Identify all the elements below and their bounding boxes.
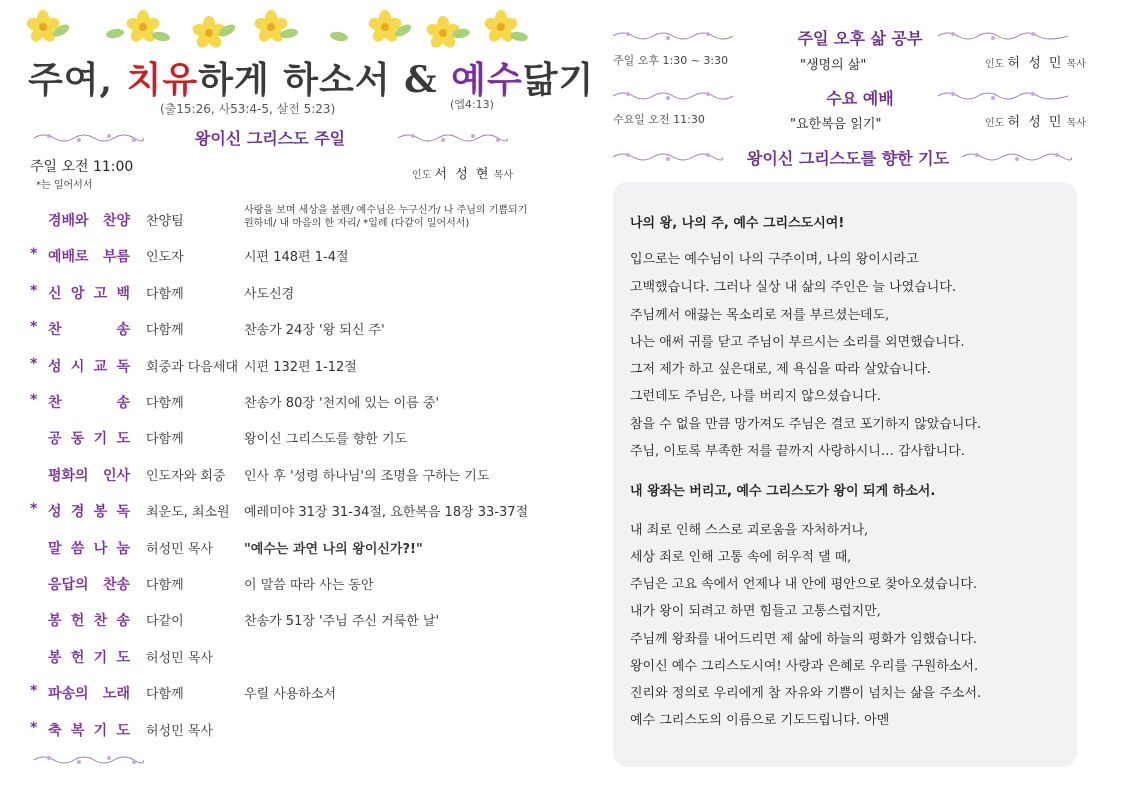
title-references: (출15:26, 사53:4-5, 살전 5:23) xyxy=(160,102,336,116)
order-who: 허성민 목사 xyxy=(146,541,213,557)
vine-divider xyxy=(613,30,733,42)
order-label: 예배로 부름 xyxy=(48,249,130,266)
order-label: 말 씀 나 눔 xyxy=(48,540,130,557)
prayer-line: 주님께 왕좌를 내어드리면 제 삶에 하늘의 평화가 임했습니다. xyxy=(630,632,978,647)
prayer-line: 주님은 고요 속에서 언제나 내 안에 평안으로 찾아오셨습니다. xyxy=(630,577,978,592)
order-row xyxy=(30,428,530,448)
order-label: 신 앙 고 백 xyxy=(48,285,130,302)
order-label: 평화의 인사 xyxy=(48,467,130,484)
order-who: 회중과 다음세대 xyxy=(146,359,239,375)
order-row xyxy=(30,647,530,667)
vine-divider xyxy=(398,132,508,144)
order-description: 시편 148편 1-4절 xyxy=(244,250,349,266)
prayer-line: 진리와 정의로 우리에게 참 자유와 기쁨이 넘치는 삶을 주소서. xyxy=(630,686,982,701)
vine-divider xyxy=(962,151,1072,163)
order-row xyxy=(30,574,530,594)
order-who: 다함께 xyxy=(146,578,184,593)
wednesday-time: 수요일 오전 11:30 xyxy=(613,113,705,126)
main-title: 주여, 치유하게 하소서 & 예수닮기 xyxy=(28,59,595,101)
afternoon-quote: "생명의 삶" xyxy=(800,58,867,73)
order-row xyxy=(30,465,530,485)
stand-marker: * xyxy=(30,683,38,700)
order-row xyxy=(30,683,530,703)
vine-divider xyxy=(938,90,1068,102)
order-label: 성 시 교 독 xyxy=(48,358,130,375)
order-who: 인도자 xyxy=(146,250,184,266)
stand-marker: * xyxy=(30,282,38,299)
order-description: 인사 후 '성령 하나님'의 조명을 구하는 기도 xyxy=(244,468,490,484)
service-time: 주일 오전 11:00 xyxy=(30,159,134,175)
order-description: 이 말씀 따라 사는 동안 xyxy=(244,578,374,593)
order-label: 공 동 기 도 xyxy=(48,431,130,448)
order-label: 찬 송 xyxy=(48,322,130,339)
prayer-line: 내가 왕이 되려고 하면 힘들고 고통스럽지만, xyxy=(630,604,881,619)
prayer-line: 예수 그리스도의 이름으로 기도드립니다. 아멘 xyxy=(630,713,890,728)
order-who: 찬양팀 xyxy=(146,214,184,229)
prayer-line: 내 왕좌는 버리고, 예수 그리스도가 왕이 되게 하소서. xyxy=(630,484,936,499)
vine-divider xyxy=(34,132,144,144)
prayer-line: 세상 죄로 인해 고통 속에 허우적 댈 때, xyxy=(630,550,852,565)
order-row xyxy=(30,501,530,521)
order-row xyxy=(30,205,530,230)
vine-divider xyxy=(34,754,144,766)
order-who: 다함께 xyxy=(146,286,184,302)
vine-divider xyxy=(613,90,733,102)
stand-marker: * xyxy=(30,392,38,408)
order-row xyxy=(30,319,530,339)
order-who: 인도자와 회중 xyxy=(146,468,226,484)
order-row xyxy=(30,538,530,558)
stand-marker: * xyxy=(30,319,38,336)
prayer-line: 주님, 이토록 부족한 저를 끝까지 사랑하시니… 감사합니다. xyxy=(630,444,965,459)
order-row xyxy=(30,246,530,266)
order-description: 찬송가 24장 '왕 되신 주' xyxy=(244,323,385,339)
afternoon-time: 주일 오후 1:30 ~ 3:30 xyxy=(613,54,729,67)
wednesday-quote: "요한복음 읽기" xyxy=(790,117,882,132)
prayer-line: 내 죄로 인해 스스로 괴로움을 자처하거나, xyxy=(630,523,869,538)
order-description: 시편 132편 1-12절 xyxy=(244,359,357,375)
order-description: 찬송가 51장 '주님 주신 거룩한 날' xyxy=(244,614,440,630)
order-who: 최운도, 최소원 xyxy=(146,505,230,521)
order-who: 다함께 xyxy=(146,687,184,703)
leaf-icon xyxy=(329,31,348,43)
order-row xyxy=(30,610,530,630)
left-leader: 인도 서 성 현 목사 xyxy=(412,167,513,182)
order-label: 파송의 노래 xyxy=(48,686,130,703)
prayer-line: 나는 애써 귀를 닫고 주님이 부르시는 소리를 외면했습니다. xyxy=(630,335,965,350)
prayer-box xyxy=(613,182,1077,767)
prayer-line: 고백했습니다. 그러나 실상 내 삶의 주인은 늘 나였습니다. xyxy=(630,280,957,295)
flower-icon xyxy=(254,10,288,44)
order-label: 성 경 봉 독 xyxy=(48,504,130,521)
wednesday-title: 수요 예배 xyxy=(826,89,894,108)
prayer-line: 나의 왕, 나의 주, 예수 그리스도시여! xyxy=(630,216,845,231)
wednesday-leader: 인도 허 성 민 목사 xyxy=(985,115,1086,130)
afternoon-title: 주일 오후 삶 공부 xyxy=(797,29,923,48)
order-who: 다함께 xyxy=(146,323,184,339)
stand-marker: * xyxy=(30,355,38,372)
order-label: 봉 헌 기 도 xyxy=(48,649,130,666)
order-who: 다같이 xyxy=(146,614,184,630)
order-description: 사랑을 보며 세상을 봄펜/ 예수님은 누구신가/ 나 주님의 기쁨되기 원하네/ 내 마음의 한 자리/ *입례 (다같이 일어서서) xyxy=(244,205,528,229)
order-description: 사도신경 xyxy=(244,286,295,302)
order-label: 봉 헌 찬 송 xyxy=(48,613,130,630)
order-description: 우릴 사용하소서 xyxy=(244,687,337,703)
flower-icon xyxy=(26,10,60,44)
afternoon-leader: 인도 허 성 민 목사 xyxy=(985,56,1086,71)
prayer-line: 참을 수 없을 만큼 망가져도 주님은 결코 포기하지 않았습니다. xyxy=(630,417,982,432)
order-who: 다함께 xyxy=(146,396,184,411)
prayer-line: 왕이신 예수 그리스도시여! 사랑과 은혜로 우리를 구원하소서. xyxy=(630,659,979,674)
prayer-line: 입으로는 예수님이 나의 구주이며, 나의 왕이시라고 xyxy=(630,252,919,267)
order-description: "예수는 과연 나의 왕이신가?!" xyxy=(244,541,423,557)
prayer-line: 그저 제가 하고 싶은대로, 제 욕심을 따라 살았습니다. xyxy=(630,362,931,377)
vine-divider xyxy=(613,151,723,163)
order-who: 허성민 목사 xyxy=(146,723,213,739)
stand-marker: * xyxy=(30,501,38,518)
stand-marker: * xyxy=(30,719,38,736)
left-section-title: 왕이신 그리스도 주일 xyxy=(194,129,346,148)
leaf-icon xyxy=(105,28,124,40)
order-description: 왕이신 그리스도를 향한 기도 xyxy=(244,432,408,448)
order-label: 찬 송 xyxy=(48,395,130,411)
vine-divider xyxy=(938,30,1068,42)
prayer-line: 주님께서 애끓는 목소리로 저를 부르셨는데도, xyxy=(630,308,890,323)
order-who: 다함께 xyxy=(146,432,184,448)
order-row xyxy=(30,720,530,740)
order-description: 찬송가 80장 '천지에 있는 이름 중' xyxy=(244,396,440,411)
order-label: 축 복 기 도 xyxy=(48,722,130,739)
order-row xyxy=(30,283,530,303)
prayer-title: 왕이신 그리스도를 향한 기도 xyxy=(746,149,950,168)
flower-icon xyxy=(368,10,402,44)
order-row xyxy=(30,356,530,376)
order-description: 예레미야 31장 31-34절, 요한복음 18장 33-37절 xyxy=(244,505,529,521)
stand-note: *는 일어서서 xyxy=(36,180,93,191)
stand-marker: * xyxy=(30,246,38,263)
prayer-line: 그런데도 주님은, 나를 버리지 않으셨습니다. xyxy=(630,389,881,404)
order-who: 허성민 목사 xyxy=(146,650,213,666)
order-row xyxy=(30,392,530,412)
title-reference-ephesians: (엡4:13) xyxy=(450,98,494,111)
order-label: 응답의 찬송 xyxy=(48,577,130,593)
order-label: 경배와 찬양 xyxy=(48,213,130,229)
